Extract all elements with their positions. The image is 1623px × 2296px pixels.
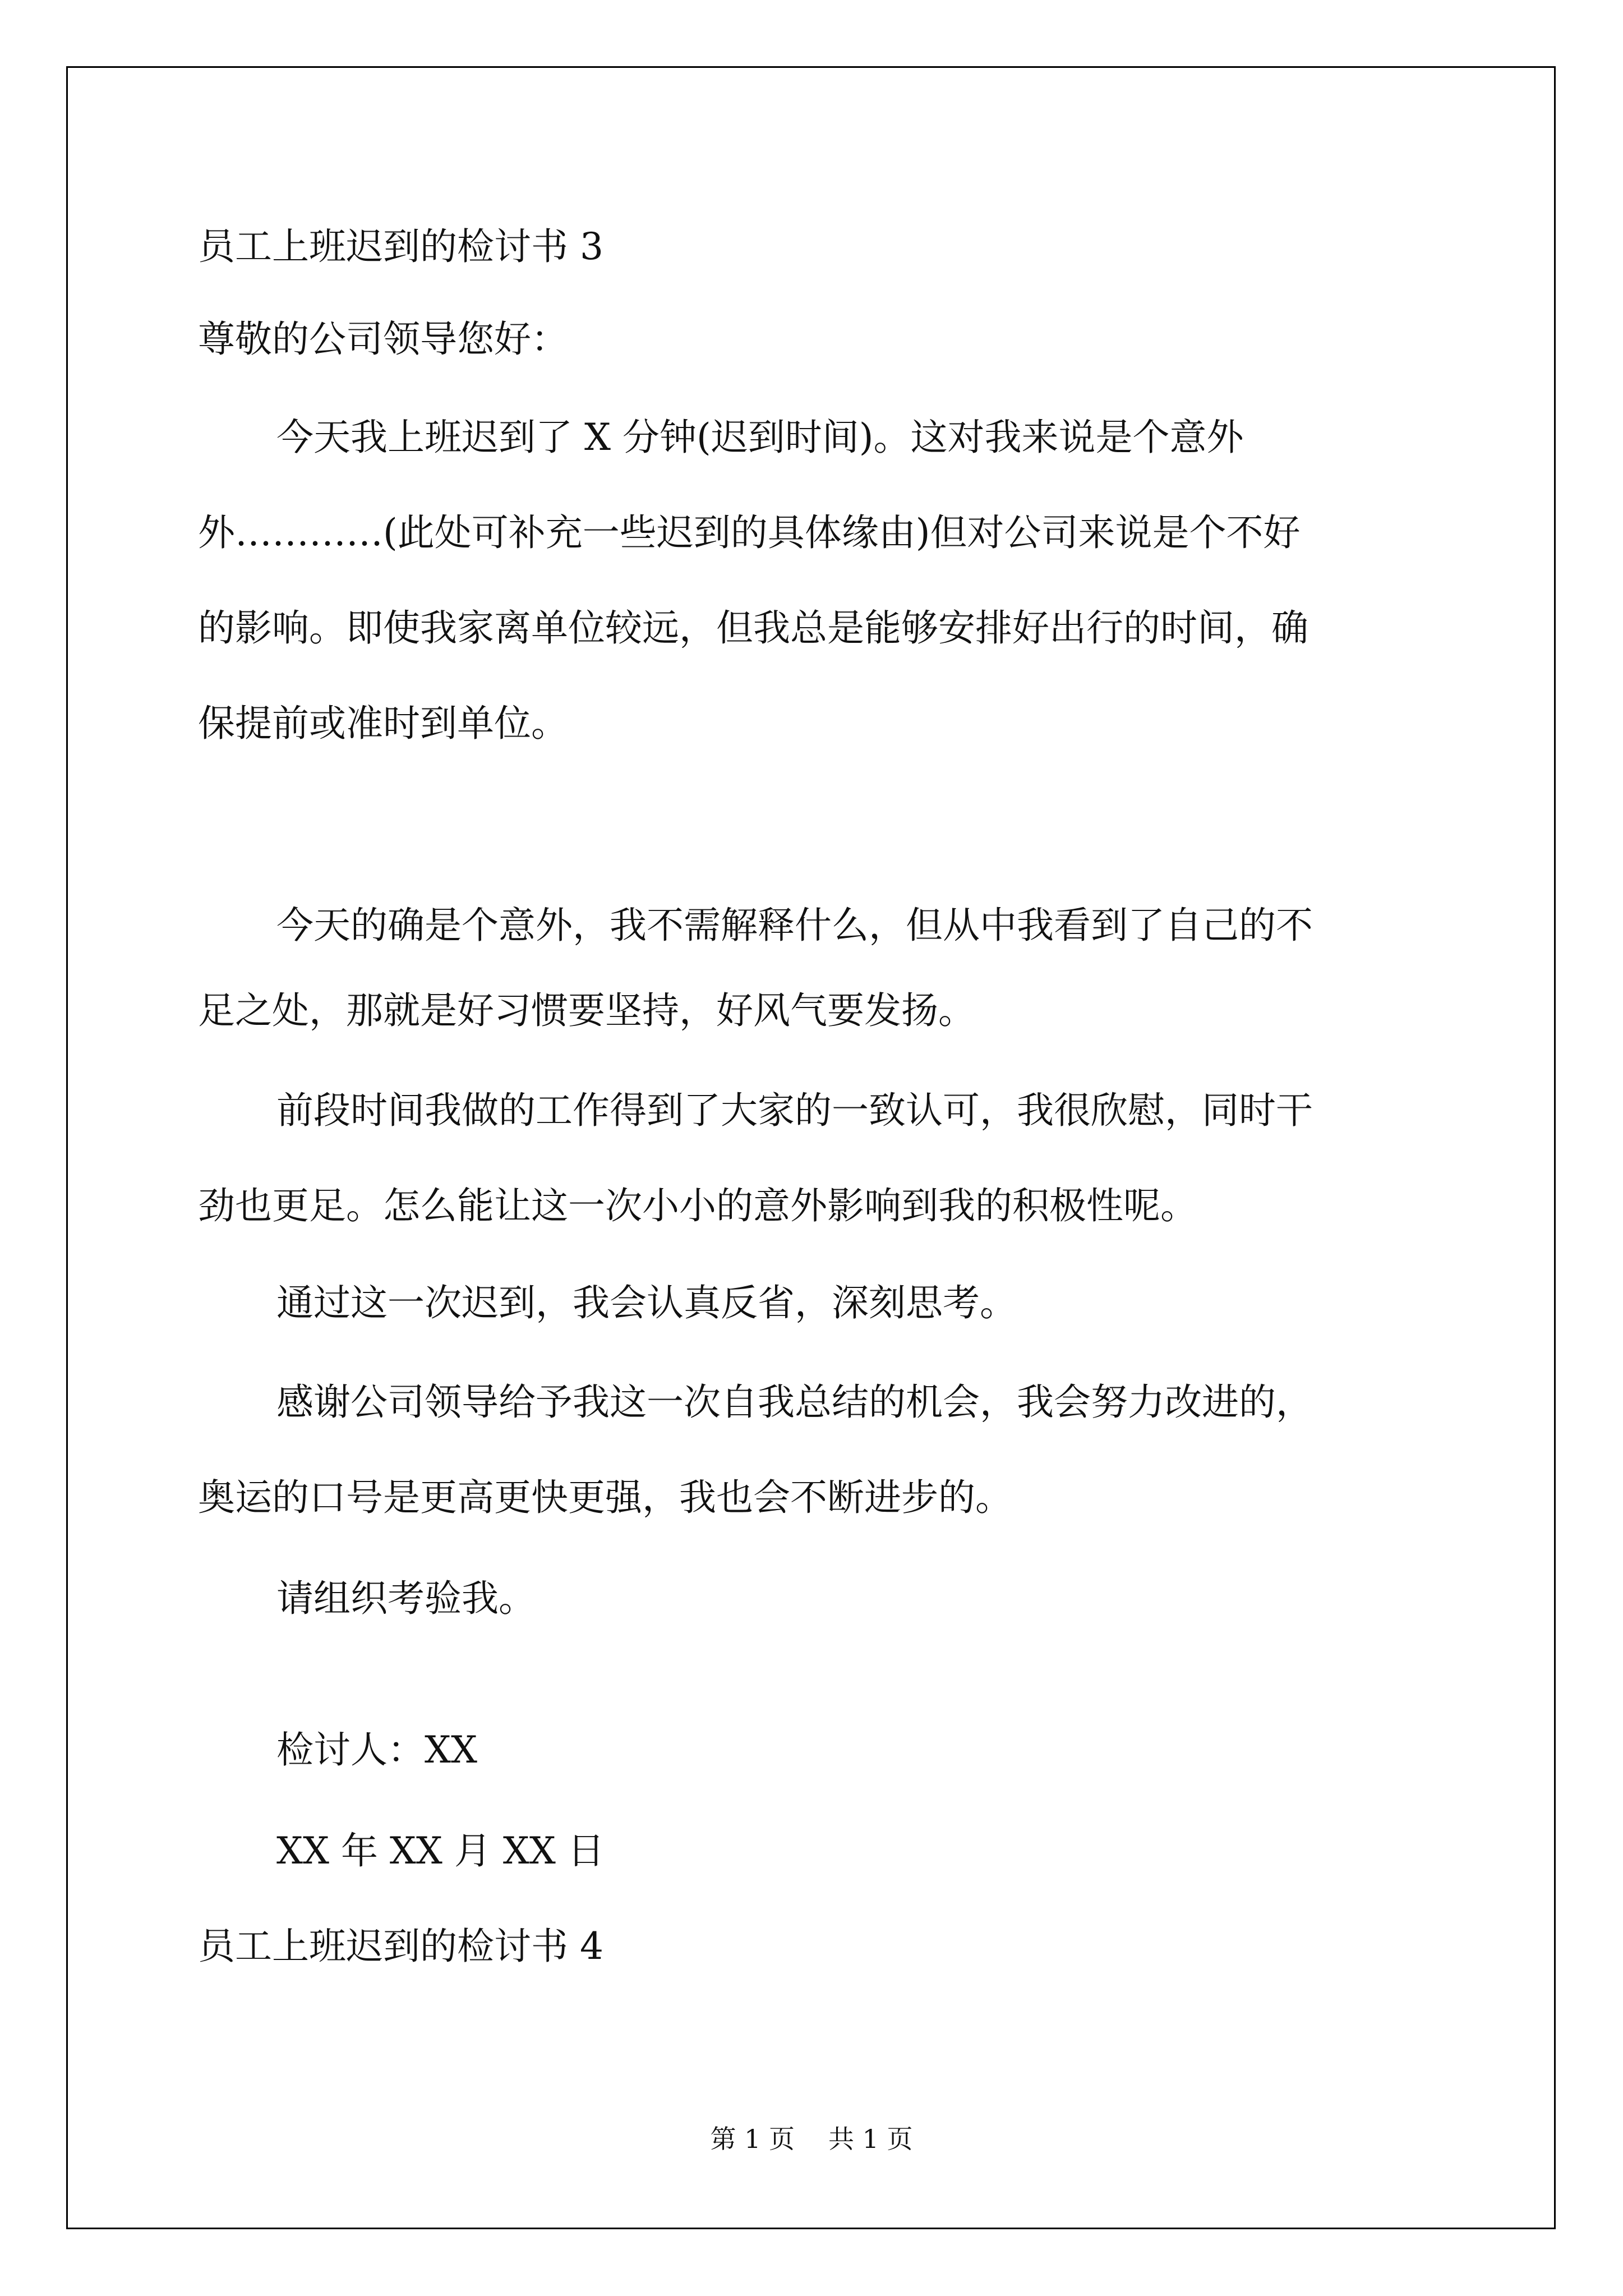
paragraph-line: 今天的确是个意外，我不需解释什么，但从中我看到了自己的不 [276,904,1313,947]
paragraph-line: 足之处，那就是好习惯要坚持，好风气要发扬。 [198,989,975,1032]
document-heading: 员工上班迟到的检讨书 3 [198,225,603,268]
paragraph-line: 通过这一次迟到，我会认真反省，深刻思考。 [276,1281,1017,1324]
page-total: 共 1 页 [828,2124,913,2154]
paragraph-line: 今天我上班迟到了 X 分钟(迟到时间)。这对我来说是个意外 [276,416,1244,459]
paragraph-line: 前段时间我做的工作得到了大家的一致认可，我很欣慰，同时干 [276,1089,1313,1132]
paragraph-line: 保提前或准时到单位。 [198,702,568,745]
page-border [66,66,1556,2229]
salutation: 尊敬的公司领导您好： [198,318,568,361]
document-heading: 员工上班迟到的检讨书 4 [198,1925,603,1968]
signature-line: 检讨人：XX [276,1728,477,1772]
paragraph-line: 外…………(此处可补充一些迟到的具体缘由)但对公司来说是个不好 [198,511,1301,554]
page-number: 第 1 页 [710,2124,795,2154]
paragraph-line: 请组织考验我。 [276,1577,536,1620]
paragraph-line: 的影响。即使我家离单位较远，但我总是能够安排好出行的时间，确 [198,606,1308,650]
paragraph-line: 奥运的口号是更高更快更强，我也会不断进步的。 [198,1476,1012,1519]
page-footer [0,2122,1623,2156]
paragraph-line: 劲也更足。怎么能让这一次小小的意外影响到我的积极性呢。 [198,1184,1197,1227]
paragraph-line: 感谢公司领导给予我这一次自我总结的机会，我会努力改进的， [276,1381,1313,1424]
date-line: XX 年 XX 月 XX 日 [276,1829,605,1872]
